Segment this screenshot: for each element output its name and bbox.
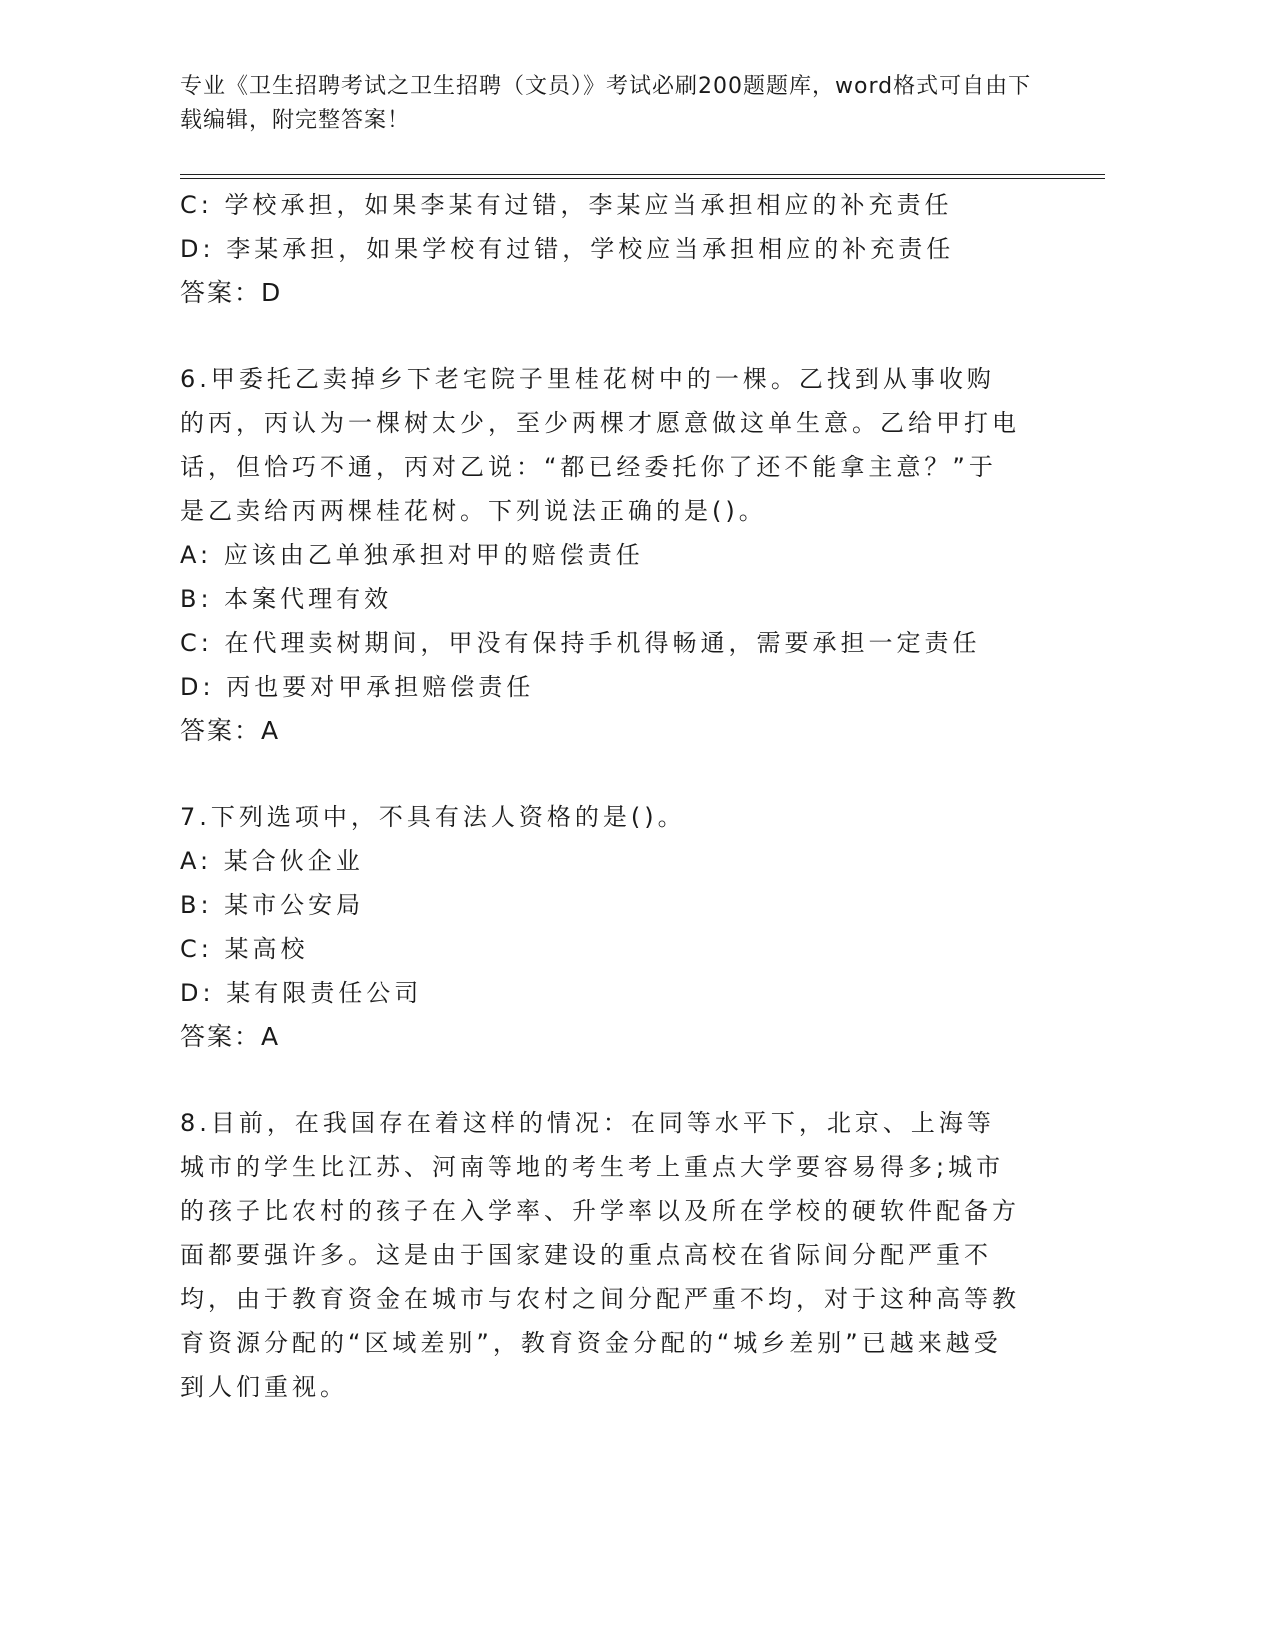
option-a: A: 某合伙企业 xyxy=(180,847,364,875)
option-b: B: 某市公安局 xyxy=(180,891,365,919)
option-a: A: 应该由乙单独承担对甲的赔偿责任 xyxy=(180,541,644,569)
question-8 xyxy=(180,1101,1040,1409)
answer-line: 答案：A xyxy=(180,1022,281,1051)
option-d: D: 丙也要对甲承担赔偿责任 xyxy=(180,673,535,701)
document-body xyxy=(180,183,1040,1409)
header-divider xyxy=(180,174,1105,179)
option-b: B: 本案代理有效 xyxy=(180,585,393,613)
option-d: D: 李某承担，如果学校有过错，学校应当承担相应的补充责任 xyxy=(180,235,955,263)
question-stem: 8.目前，在我国存在着这样的情况：在同等水平下，北京、上海等城市的学生比江苏、河南等地的考生考上重点大学要容易得多;城市的孩子比农村的孩子在入学率、升学率以及所在学校的硬软件配备方面都要强许多。这是由于国家建设的重点高校在省际间分配严重不均，由于教育资金在城市与农村之间分配严重不均，对于这种高等教育资源分配的“区域差别”，教育资金分配的“城乡差别”已越来越受到人们重视。 xyxy=(180,1109,1020,1401)
option-c: C: 某高校 xyxy=(180,935,309,963)
question-5-tail xyxy=(180,183,1040,315)
answer-line: 答案：D xyxy=(180,278,283,307)
answer-line: 答案：A xyxy=(180,716,281,745)
question-7 xyxy=(180,795,1040,1059)
option-d: D: 某有限责任公司 xyxy=(180,979,423,1007)
option-c: C: 学校承担，如果李某有过错，李某应当承担相应的补充责任 xyxy=(180,191,953,219)
question-stem: 6.甲委托乙卖掉乡下老宅院子里桂花树中的一棵。乙找到从事收购的丙，丙认为一棵树太少，至少两棵才愿意做这单生意。乙给甲打电话，但恰巧不通，丙对乙说：“都已经委托你了还不能拿主意？”于是乙卖给丙两棵桂花树。下列说法正确的是()。 xyxy=(180,365,1020,525)
question-6 xyxy=(180,357,1040,753)
option-c: C: 在代理卖树期间，甲没有保持手机得畅通，需要承担一定责任 xyxy=(180,629,981,657)
page-header: 专业《卫生招聘考试之卫生招聘（文员）》考试必刷200题题库，word格式可自由下载编辑，附完整答案！ xyxy=(180,74,1032,133)
question-stem: 7.下列选项中，不具有法人资格的是()。 xyxy=(180,803,686,831)
